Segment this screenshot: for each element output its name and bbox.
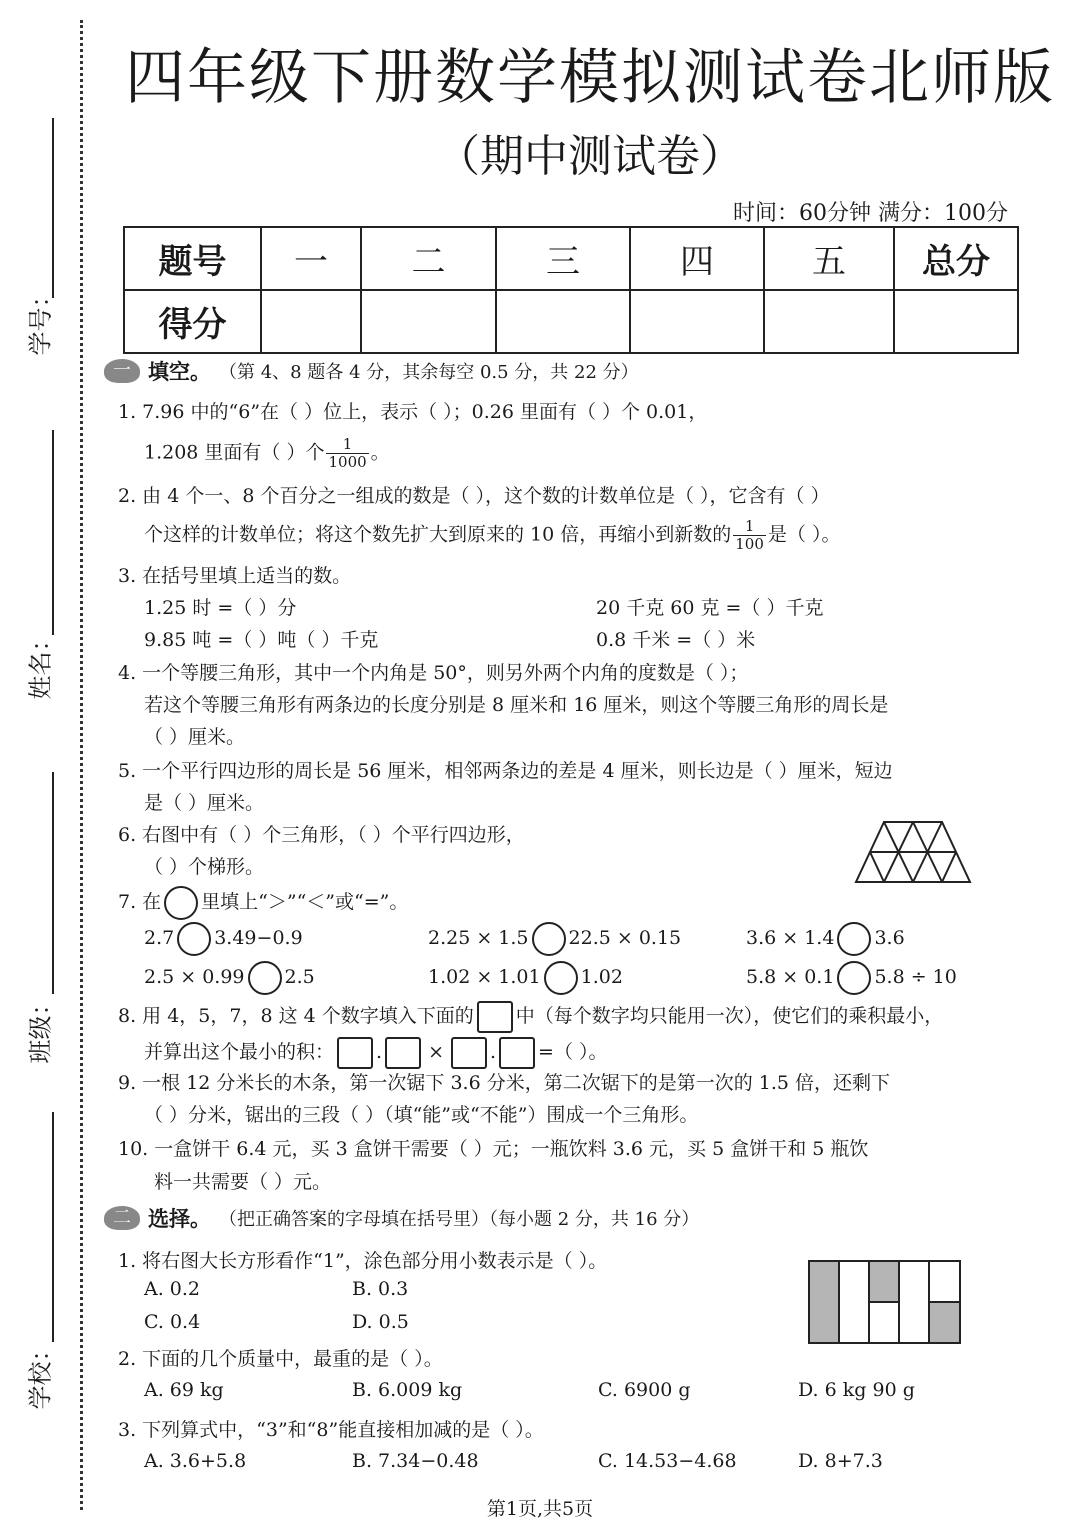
digit-box[interactable] — [499, 1037, 535, 1069]
decimal-point: . — [489, 1041, 497, 1063]
score-row-label: 得分 — [124, 290, 261, 353]
compare-right: 22.5 × 0.15 — [568, 927, 682, 949]
diag-line — [942, 852, 956, 882]
compare-left: 2.7 — [144, 927, 175, 949]
q1-7-item — [144, 922, 303, 956]
shaded-column — [809, 1261, 839, 1343]
q1-8-line1 — [118, 1001, 943, 1033]
q1-1-line1: 1. 7.96 中的“6”在（ ）位上，表示（ ）；0.26 里面有（ ）个 0.01， — [118, 401, 708, 423]
q1-7-item — [428, 961, 623, 995]
class-line — [52, 772, 54, 994]
q1-4-line1: 4. 一个等腰三角形，其中一个内角是 50°，则另外两个内角的度数是（ ）； — [118, 662, 749, 684]
q2-2-option-c[interactable]: C. 6900 g — [598, 1379, 691, 1401]
section2-heading — [104, 1203, 699, 1233]
q1-3-title: 3. 在括号里填上适当的数。 — [118, 565, 352, 587]
compare-circle-icon — [164, 886, 198, 920]
compare-right: 2.5 — [284, 966, 315, 988]
q2-3-stem: 3. 下列算式中，“3”和“8”能直接相加减的是（ ）。 — [118, 1419, 544, 1441]
q1-1-line2 — [144, 436, 390, 471]
q1-7-stem-pre: 7. 在 — [118, 891, 162, 913]
q2-1-option-c[interactable]: C. 0.4 — [144, 1311, 201, 1333]
q1-8-post: 中（每个数字均只能用一次），使它们的乘积最小， — [515, 1005, 944, 1027]
q1-6-line2: （ ）个梯形。 — [144, 856, 265, 878]
score-header-cell: 二 — [361, 227, 496, 290]
score-header-cell: 四 — [630, 227, 764, 290]
q1-8-equals: =（ ）。 — [538, 1041, 608, 1063]
section1-heading — [104, 356, 639, 386]
q1-7-item — [144, 961, 315, 995]
q1-2-line2-text: 个这样的计数单位；将这个数先扩大到原来的 10 倍，再缩小到新数的 — [144, 523, 732, 546]
school-line — [52, 1112, 54, 1342]
page-footer: 第1页,共5页 — [486, 1498, 594, 1520]
score-header-cell: 三 — [496, 227, 630, 290]
q1-2-line1: 2. 由 4 个一、8 个百分之一组成的数是（ ），这个数的计数单位是（ ），它含有（ ） — [118, 485, 830, 507]
q1-4-line2: 若这个等腰三角形有两条边的长度分别是 8 厘米和 16 厘米，则这个等腰三角形的周长是 — [144, 694, 889, 716]
q1-7-item — [746, 922, 905, 956]
times-sign: × — [428, 1041, 444, 1063]
score-header-cell: 五 — [764, 227, 894, 290]
q1-5-line1: 5. 一个平行四边形的周长是 56 厘米，相邻两条边的差是 4 厘米，则长边是（ ）厘米，短边 — [118, 760, 893, 782]
shaded-half-cell — [929, 1302, 960, 1343]
score-cell[interactable] — [894, 290, 1018, 353]
compare-right: 1.02 — [580, 966, 623, 988]
fraction-1-100 — [733, 518, 766, 553]
score-cell[interactable] — [630, 290, 764, 353]
q2-1-option-d[interactable]: D. 0.5 — [352, 1311, 409, 1333]
answer-circle[interactable] — [532, 922, 566, 956]
shaded-rectangle-figure — [808, 1260, 962, 1344]
score-table-score-row — [124, 290, 1018, 353]
q1-10-line2: 料一共需要（ ）元。 — [154, 1171, 332, 1193]
score-header-cell: 题号 — [124, 227, 261, 290]
fraction-1-1000 — [326, 436, 368, 471]
q2-2-option-a[interactable]: A. 69 kg — [144, 1379, 224, 1401]
section1-badge: 一 — [104, 359, 140, 383]
section2-badge: 二 — [104, 1206, 140, 1230]
digit-box[interactable] — [385, 1037, 421, 1069]
score-table — [123, 226, 1019, 354]
section1-note: （第 4、8 题各 4 分，其余每空 0.5 分，共 22 分） — [219, 362, 639, 383]
score-header-cell: 一 — [261, 227, 361, 290]
q1-6-line1: 6. 右图中有（ ）个三角形，（ ）个平行四边形， — [118, 824, 525, 846]
q1-9-line2: （ ）分米，锯出的三段（ ）（填“能”或“不能”）围成一个三角形。 — [144, 1104, 699, 1126]
q2-1-option-a[interactable]: A. 0.2 — [144, 1278, 201, 1300]
answer-circle[interactable] — [177, 922, 211, 956]
answer-circle[interactable] — [837, 961, 871, 995]
student-id-line — [52, 118, 54, 298]
score-cell[interactable] — [261, 290, 361, 353]
page-subtitle: （期中测试卷） — [436, 131, 744, 182]
q2-2-option-b[interactable]: B. 6.009 kg — [352, 1379, 463, 1401]
triangle-figure — [852, 818, 974, 886]
q1-4-line3: （ ）厘米。 — [144, 726, 246, 748]
q2-2-option-d[interactable]: D. 6 kg 90 g — [798, 1379, 915, 1401]
score-cell[interactable] — [496, 290, 630, 353]
compare-right: 3.6 — [874, 927, 905, 949]
name-label: 姓名： — [26, 627, 55, 700]
q2-2-stem: 2. 下面的几个质量中，最重的是（ ）。 — [118, 1348, 443, 1370]
compare-left: 2.25 × 1.5 — [428, 927, 529, 949]
binding-dotted-line — [80, 20, 83, 1510]
box-icon — [477, 1001, 513, 1033]
q1-1-line2-end: 。 — [370, 441, 390, 464]
q1-7-item — [746, 961, 957, 995]
class-label: 班级： — [26, 991, 55, 1064]
score-table-header-row — [124, 227, 1018, 290]
q2-3-option-c[interactable]: C. 14.53−4.68 — [598, 1450, 737, 1472]
q1-2-line2 — [144, 518, 840, 553]
q2-3-option-b[interactable]: B. 7.34−0.48 — [352, 1450, 479, 1472]
fraction-denominator: 100 — [735, 535, 764, 553]
score-cell[interactable] — [361, 290, 496, 353]
section2-note: （把正确答案的字母填在括号里）（每小题 2 分，共 16 分） — [219, 1209, 700, 1230]
q1-8-line2-pre: 并算出这个最小的积： — [144, 1041, 335, 1063]
q2-1-option-b[interactable]: B. 0.3 — [352, 1278, 409, 1300]
q1-9-line1: 9. 一根 12 分米长的木条，第一次锯下 3.6 分米，第二次锯下的是第一次的 1.5 倍，还剩下 — [118, 1072, 891, 1094]
diag-line — [870, 852, 884, 882]
student-id-label: 学号： — [26, 283, 55, 356]
q1-1-line2-text: 1.208 里面有（ ）个 — [144, 441, 325, 464]
section1-title: 填空。 — [148, 359, 211, 384]
q1-3-d: 0.8 千米 =（ ）米 — [596, 629, 756, 651]
q2-3-option-d[interactable]: D. 8+7.3 — [798, 1450, 883, 1472]
compare-right: 3.49−0.9 — [214, 927, 303, 949]
q1-8-line2 — [144, 1037, 608, 1069]
q1-3-c: 9.85 吨 =（ ）吨（ ）千克 — [144, 629, 379, 651]
compare-right: 5.8 ÷ 10 — [874, 966, 957, 988]
digit-box[interactable] — [451, 1037, 487, 1069]
compare-left: 1.02 × 1.01 — [428, 966, 541, 988]
time-info: 时间：60分钟 满分：100分 — [733, 201, 1008, 226]
answer-circle[interactable] — [837, 922, 871, 956]
section2-title: 选择。 — [148, 1206, 211, 1231]
fraction-numerator: 1 — [326, 436, 368, 454]
fraction-denominator: 1000 — [328, 453, 367, 471]
q2-1-stem: 1. 将右图大长方形看作“1”，涂色部分用小数表示是（ ）。 — [118, 1250, 608, 1272]
q1-10-line1: 10. 一盒饼干 6.4 元，买 3 盒饼干需要（ ）元；一瓶饮料 3.6 元，买 5 盒饼干和 5 瓶饮 — [118, 1138, 869, 1160]
q1-5-line2: 是（ ）厘米。 — [144, 792, 265, 814]
q1-7-stem-post: 里填上“＞”“＜”或“=”。 — [201, 891, 409, 913]
q1-7-stem — [118, 886, 408, 920]
q1-7-item — [428, 922, 681, 956]
compare-left: 2.5 × 0.99 — [144, 966, 245, 988]
name-line — [52, 430, 54, 635]
score-header-cell: 总分 — [894, 227, 1018, 290]
decimal-point: . — [376, 1041, 383, 1063]
school-label: 学校： — [26, 1337, 55, 1410]
shaded-half-cell — [869, 1261, 899, 1302]
fraction-numerator: 1 — [733, 518, 766, 536]
answer-circle[interactable] — [248, 961, 282, 995]
q1-3-b: 20 千克 60 克 =（ ）千克 — [596, 597, 824, 619]
q1-2-line2-end: 是（ ）。 — [767, 523, 841, 546]
answer-circle[interactable] — [544, 961, 578, 995]
page-title: 四年级下册数学模拟测试卷北师版 — [125, 43, 1055, 113]
q1-8-pre: 8. 用 4，5，7，8 这 4 个数字填入下面的 — [118, 1005, 474, 1027]
score-cell[interactable] — [764, 290, 894, 353]
q1-3-a: 1.25 时 =（ ）分 — [144, 597, 297, 619]
compare-left: 5.8 × 0.1 — [746, 966, 835, 988]
digit-box[interactable] — [337, 1037, 373, 1069]
q2-3-option-a[interactable]: A. 3.6+5.8 — [144, 1450, 247, 1472]
compare-left: 3.6 × 1.4 — [746, 927, 835, 949]
